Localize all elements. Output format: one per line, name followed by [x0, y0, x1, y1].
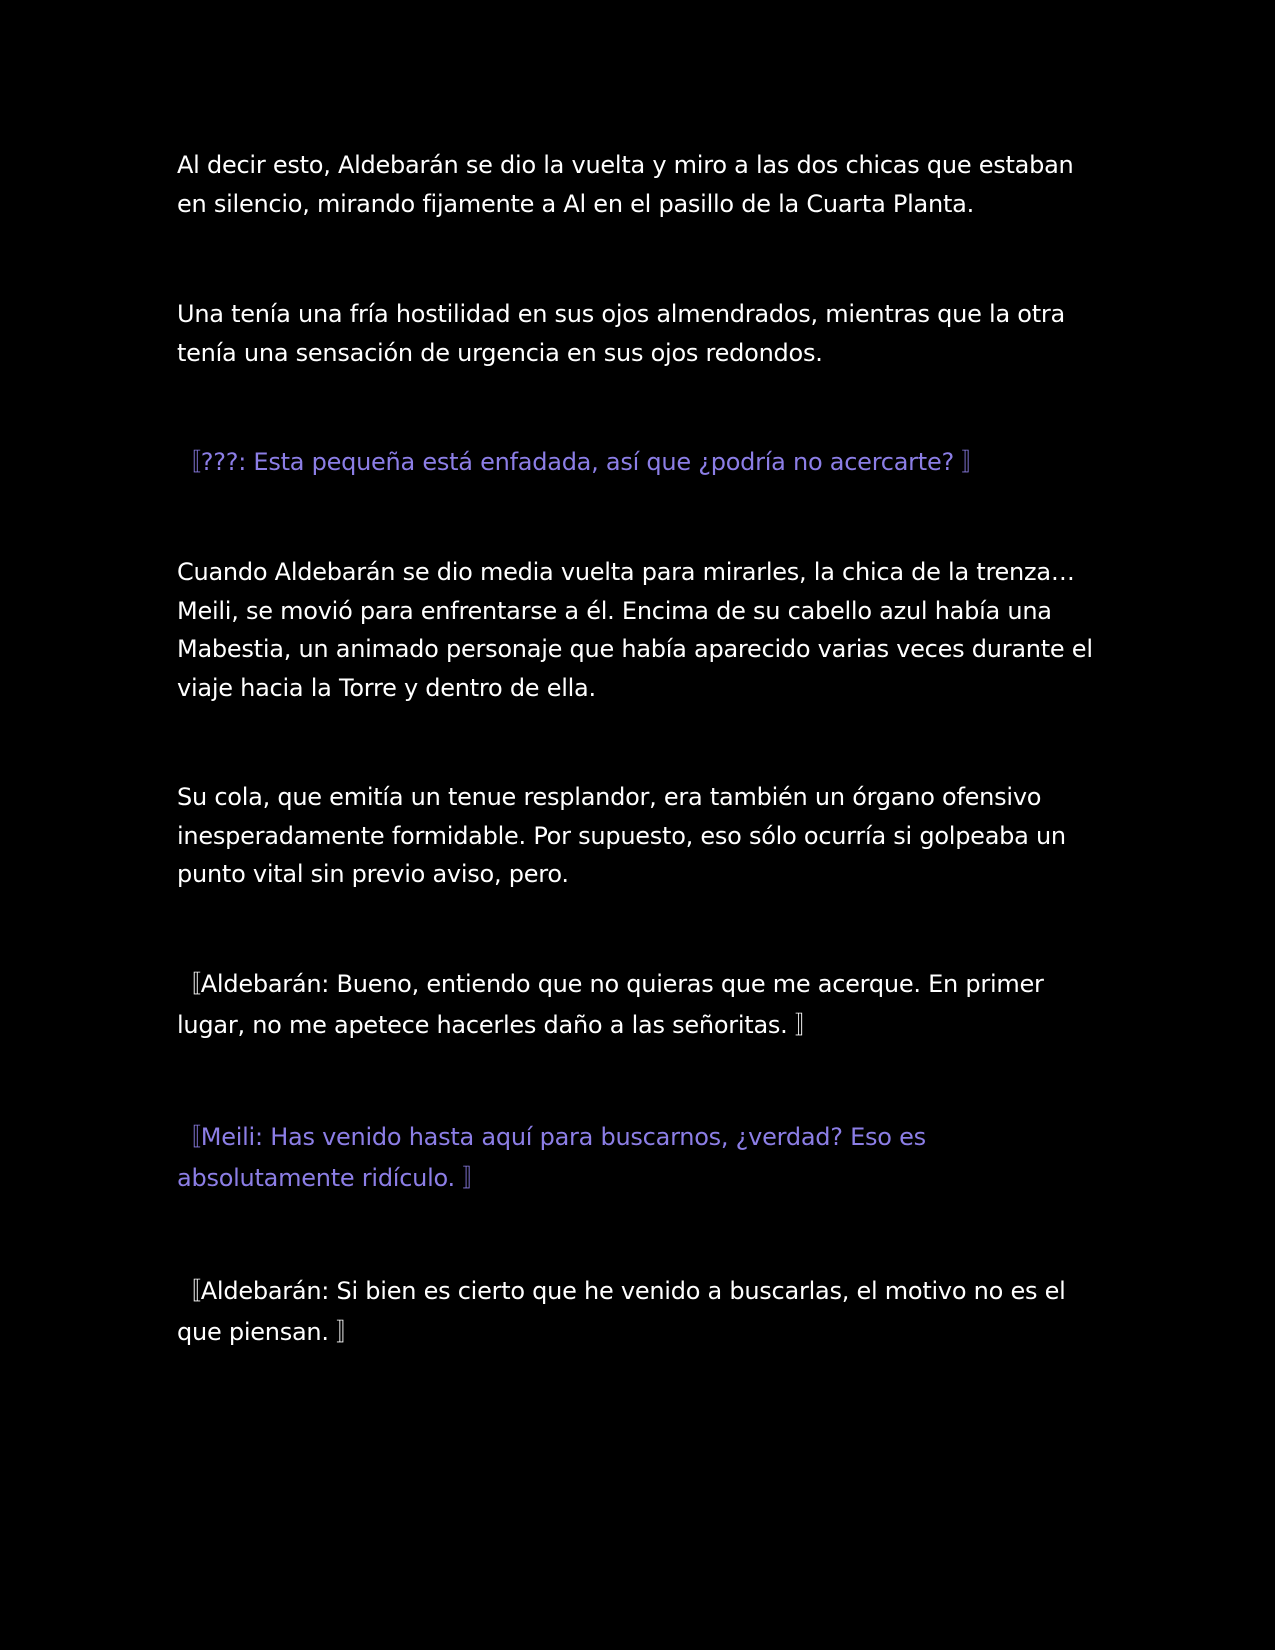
dialogue-line-unknown: 〚???: Esta pequeña está enfadada, así que ¿podría no acercarte? 〛	[177, 448, 986, 476]
narration-paragraph: Su cola, que emitía un tenue resplandor, era también un órgano ofensivo inesperadamente formidable. Por supuesto, eso sólo ocurría si golpeaba un punto vital sin previo aviso, pero.	[177, 783, 1066, 888]
narration-paragraph: Cuando Aldebarán se dio media vuelta para mirarles, la chica de la trenza… Meili, se movió para enfrentarse a él. Encima de su cabello azul había una Mabestia, un animado personaje que había aparecido varias veces durante el viaje hacia la Torre y dentro de ella.	[177, 558, 1093, 702]
dialogue-line-aldebaran: 〚Aldebarán: Si bien es cierto que he venido a buscarlas, el motivo no es el que piensan. 〛	[177, 1276, 1066, 1346]
narration-paragraph: Una tenía una fría hostilidad en sus ojos almendrados, mientras que la otra tenía una sensación de urgencia en sus ojos redondos.	[177, 300, 1065, 367]
document-page	[177, 146, 1107, 1353]
dialogue-line-meili: 〚Meili: Has venido hasta aquí para buscarnos, ¿verdad? Eso es absolutamente ridículo. 〛	[177, 1122, 926, 1192]
narration-paragraph: Al decir esto, Aldebarán se dio la vuelta y miro a las dos chicas que estaban en silencio, mirando fijamente a Al en el pasillo de la Cuarta Planta.	[177, 151, 1074, 218]
dialogue-line-aldebaran: 〚Aldebarán: Bueno, entiendo que no quieras que me acerque. En primer lugar, no me apetece hacerles daño a las señoritas. 〛	[177, 969, 1044, 1039]
